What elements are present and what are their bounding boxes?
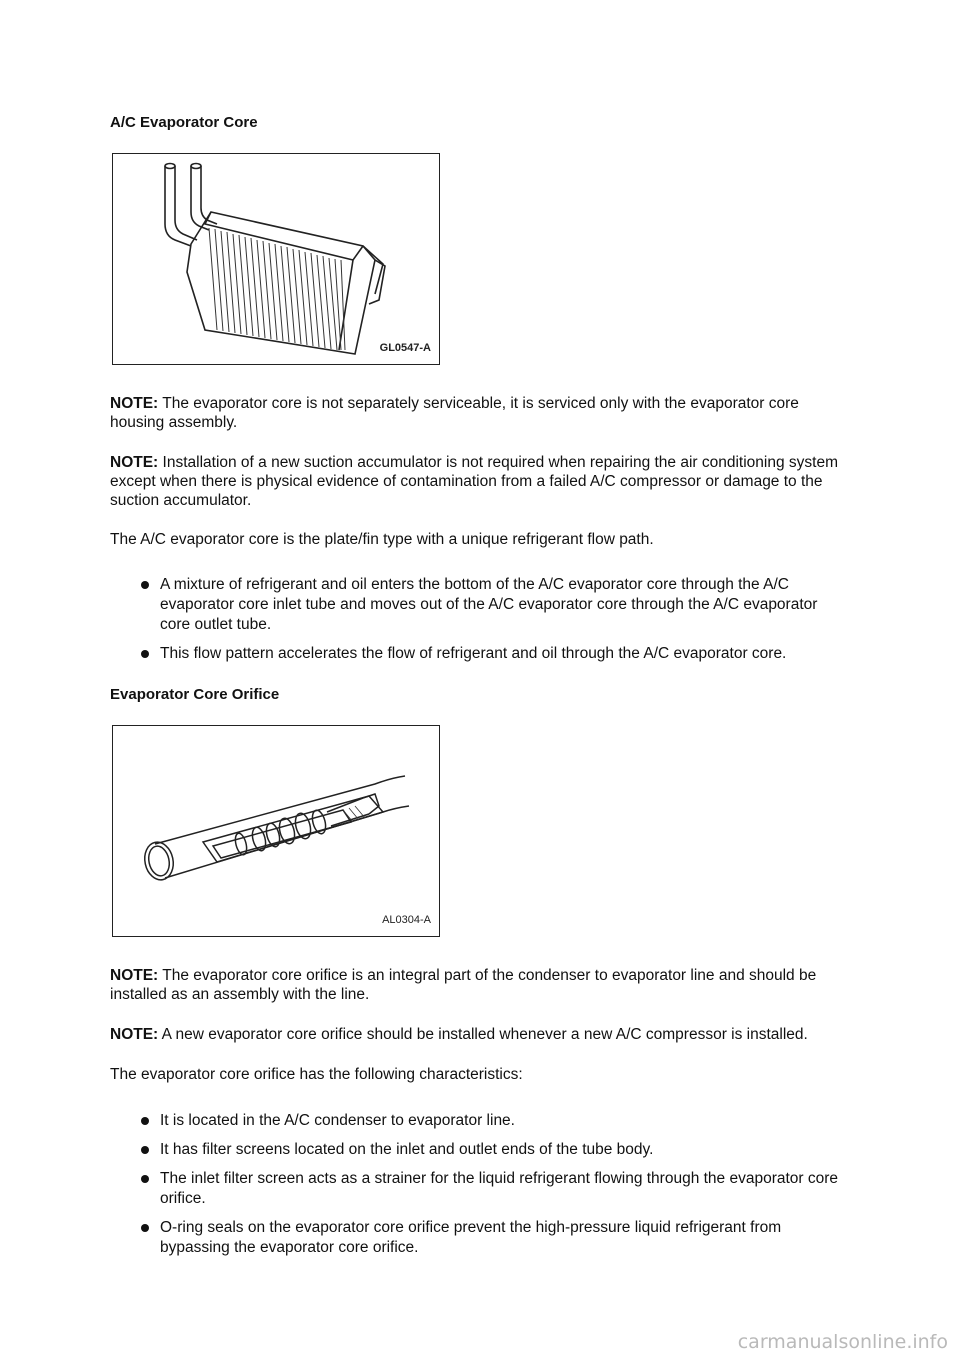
section-heading-evaporator-core: A/C Evaporator Core bbox=[110, 114, 258, 131]
bullet-list bbox=[138, 575, 850, 673]
evaporator-core-figure bbox=[112, 153, 440, 365]
list-item: It is located in the A/C condenser to evaporator line. bbox=[138, 1111, 850, 1131]
list-item: O-ring seals on the evaporator core orifice prevent the high-pressure liquid refrigerant from bypassing the evaporator core orifice. bbox=[138, 1218, 850, 1258]
orifice-tube-illustration bbox=[113, 726, 439, 936]
note-paragraph bbox=[110, 453, 850, 510]
note-label: NOTE: bbox=[110, 967, 159, 984]
watermark: carmanualsonline.info bbox=[737, 1331, 948, 1353]
note-text: The evaporator core orifice is an integral part of the condenser to evaporator line and should be installed as an assembly with the line. bbox=[110, 967, 817, 1003]
list-item: It has filter screens located on the inlet and outlet ends of the tube body. bbox=[138, 1140, 850, 1160]
note-paragraph bbox=[110, 394, 850, 432]
list-item: The inlet filter screen acts as a strainer for the liquid refrigerant flowing through the evaporator core orifice. bbox=[138, 1169, 850, 1209]
figure-code: AL0304-A bbox=[382, 914, 431, 926]
bullet-list bbox=[138, 1111, 850, 1267]
list-item: A mixture of refrigerant and oil enters the bottom of the A/C evaporator core through the A/C evaporator core inlet tube and moves out of the A/C evaporator core through the A/C evaporator core outlet tube. bbox=[138, 575, 850, 635]
evaporator-core-illustration bbox=[113, 154, 439, 364]
note-text: A new evaporator core orifice should be installed whenever a new A/C compressor is installed. bbox=[158, 1026, 808, 1043]
note-label: NOTE: bbox=[110, 454, 159, 471]
note-paragraph bbox=[110, 966, 850, 1004]
section-heading-orifice: Evaporator Core Orifice bbox=[110, 686, 280, 703]
intro-paragraph: The evaporator core orifice has the following characteristics: bbox=[110, 1066, 523, 1083]
figure-code: GL0547-A bbox=[379, 342, 431, 354]
orifice-figure bbox=[112, 725, 440, 937]
note-text: Installation of a new suction accumulator is not required when repairing the air conditioning system except when there is physical evidence of contamination from a failed A/C compressor or damage to the suction accumulator. bbox=[110, 454, 839, 509]
note-label: NOTE: bbox=[110, 1026, 159, 1043]
note-text: The evaporator core is not separately serviceable, it is serviced only with the evaporator core housing assembly. bbox=[110, 395, 799, 431]
list-item: This flow pattern accelerates the flow of refrigerant and oil through the A/C evaporator core. bbox=[138, 644, 850, 664]
note-label: NOTE: bbox=[110, 395, 159, 412]
intro-paragraph: The A/C evaporator core is the plate/fin type with a unique refrigerant flow path. bbox=[110, 531, 654, 548]
note-paragraph bbox=[110, 1025, 870, 1044]
